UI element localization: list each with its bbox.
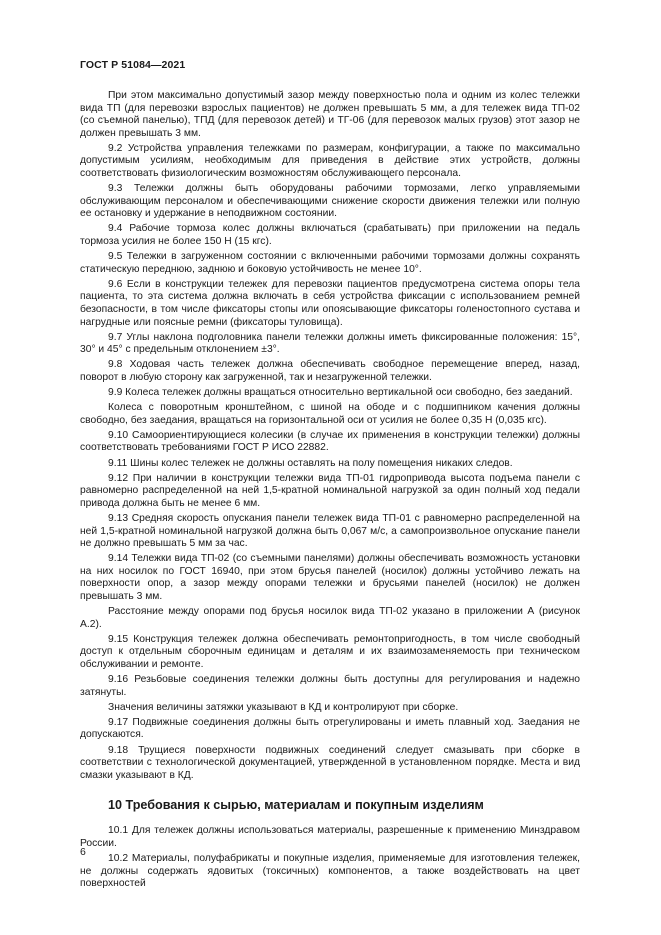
paragraph: 9.14 Тележки вида ТП-02 (со съемными панелями) должны обеспечивать возможность установки на них носилок по ГОСТ 16940, при этом брусья панелей (носилок) должны устойчиво лежать на поверхности опор, а зазор между опорами тележки и брусьями панелей (носилок) не должен превышать 3 мм. bbox=[80, 553, 580, 602]
paragraph: 9.9 Колеса тележек должны вращаться относительно вертикальной оси свободно, без заеданий. bbox=[108, 387, 573, 399]
paragraph: 9.4 Рабочие тормоза колес должны включаться (срабатывать) при приложении на педаль тормоза усилия не более 150 Н (15 кгс). bbox=[80, 223, 580, 248]
page-number: 6 bbox=[80, 846, 86, 858]
document-header: ГОСТ Р 51084—2021 bbox=[80, 59, 186, 71]
section-9-paragraphs bbox=[80, 90, 580, 782]
paragraph: 9.8 Ходовая часть тележек должна обеспечивать свободное перемещение вперед, назад, поворот в любую сторону как загруженной, так и незагруженной тележки. bbox=[80, 359, 580, 383]
paragraph: 9.5 Тележки в загруженном состоянии с включенными рабочими тормозами должны сохранять статическую переднюю, заднюю и боковую устойчивость не менее 10°. bbox=[80, 251, 580, 275]
paragraph: 9.15 Конструкция тележек должна обеспечивать ремонтопригодность, в том числе свободный доступ к отдельным сборочным единицам и деталям и их взаимозаменяемость при техническом обслуживании и ремонте. bbox=[80, 633, 580, 670]
paragraph: 9.2 Устройства управления тележками по размерам, конфигурации, а также по максимально допустимым усилиям, необходимым для приведения в действие этих устройств, должны соответствовать физиологическим возможностям обслуживающего персонала. bbox=[80, 142, 580, 180]
section-title: 10 Требования к сырью, материалам и покупным изделиям bbox=[108, 798, 484, 813]
paragraph: 9.12 При наличии в конструкции тележки вида ТП-01 гидропривода высота подъема панели с равномерно распределенной на ней 1,5-кратной номинальной нагрузкой за один полный ход педали привода должна быть не менее 6 мм. bbox=[80, 472, 580, 509]
paragraph: 9.11 Шины колес тележек не должны оставлять на полу помещения никаких следов. bbox=[108, 457, 513, 469]
paragraph: При этом максимально допустимый зазор между поверхностью пола и одним из колес тележки вида ТП (для перевозки взрослых пациентов) не должен превышать 5 мм, а для тележек вида ТП-02 (со съемной панелью), ТПД (для перевозок детей) и ТГ-06 (для перевозок малых грузов) этот зазор не должен превышать 3 мм. bbox=[80, 90, 580, 139]
paragraph: 9.6 Если в конструкции тележек для перевозки пациентов предусмотрена система опоры тела пациента, то эта система должна включать в себя устройства фиксации с использованием ремней безопасности, в том числе фиксаторы стопы или опоясывающие фиксаторы голеностопного сустава и нагрудные или поясные ремни (фиксаторы туловища). bbox=[80, 278, 580, 328]
paragraph: Расстояние между опорами под брусья носилок вида ТП-02 указано в приложении А (рисунок А.2). bbox=[80, 606, 580, 630]
paragraph: 9.17 Подвижные соединения должны быть отрегулированы и иметь плавный ход. Заедания не допускаются. bbox=[80, 716, 580, 741]
paragraph: 10.2 Материалы, полуфабрикаты и покупные изделия, применяемые для изготовления тележек, не должны содержать ядовитых (токсичных) компонентов, а также воздействовать на цвет поверхностей bbox=[80, 852, 580, 890]
paragraph: 9.13 Средняя скорость опускания панели тележек вида ТП-01 с равномерно распределенной на ней 1,5-кратной номинальной нагрузкой должна быть 0,067 м/с, а самопроизвольное опускание панели не должно превышать 5 мм за час. bbox=[80, 512, 580, 550]
paragraph: Колеса с поворотным кронштейном, с шиной на ободе и с подшипником качения должны свободно, без заедания, вращаться на горизонтальной оси от усилия не более 0,35 Н (0,035 кгс). bbox=[80, 402, 580, 426]
document-body bbox=[80, 90, 580, 893]
paragraph: 9.10 Самоориентирующиеся колесики (в случае их применения в конструкции тележки) должны соответствовать требованиями ГОСТ Р ИСО 22882. bbox=[80, 429, 580, 454]
paragraph: Значения величины затяжки указывают в КД и контролируют при сборке. bbox=[108, 701, 459, 713]
section-10-paragraphs bbox=[80, 825, 580, 890]
paragraph: 9.16 Резьбовые соединения тележки должны быть доступны для регулирования и надежно затянуты. bbox=[80, 674, 580, 698]
paragraph: 9.3 Тележки должны быть оборудованы рабочими тормозами, легко управляемыми обслуживающим персоналом и обеспечивающими снижение скорости движения тележки или полную ее остановку и удержание в неподвижном состоянии. bbox=[80, 183, 580, 220]
paragraph: 9.18 Трущиеся поверхности подвижных соединений следует смазывать при сборке в соответствии с технологической документацией, утвержденной в установленном порядке. Места и вид смазки указывают в КД. bbox=[80, 744, 580, 781]
paragraph: 9.7 Углы наклона подголовника панели тележки должны иметь фиксированные положения: 15°, 30° и 45° с предельным отклонением ±3°. bbox=[80, 331, 580, 356]
paragraph: 10.1 Для тележек должны использоваться материалы, разрешенные к применению Минздравом России. bbox=[80, 825, 580, 849]
